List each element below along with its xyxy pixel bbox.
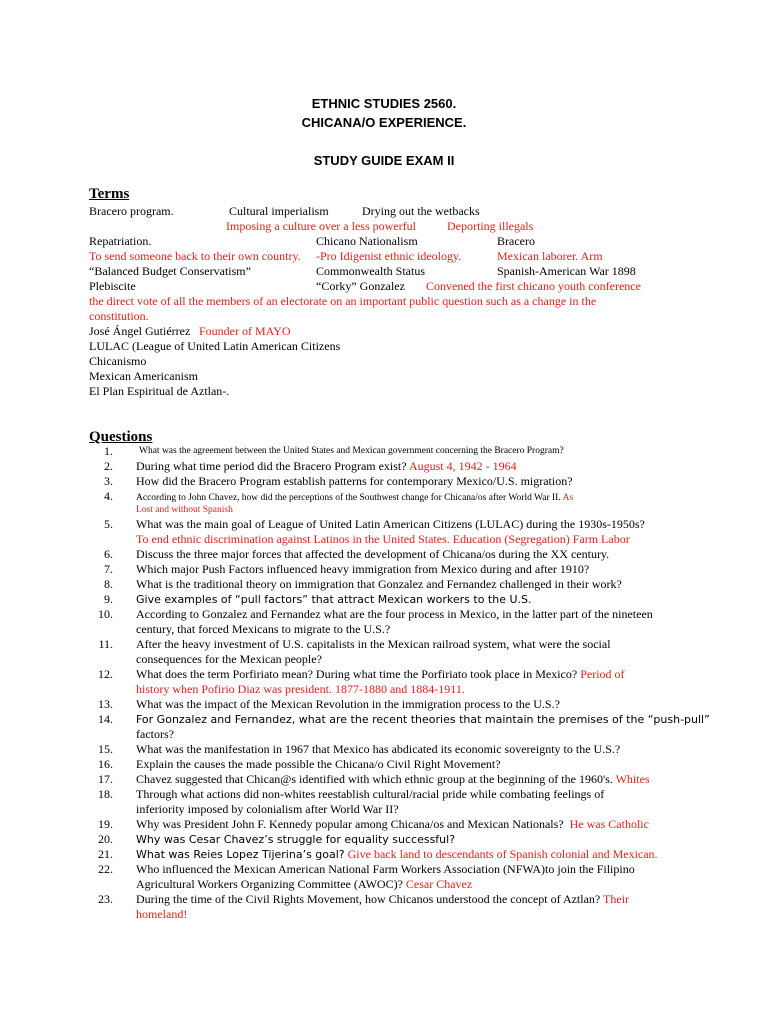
question-number: 21. [98, 847, 113, 861]
term-drying-out-wetbacks: Drying out the wetbacks [362, 204, 480, 218]
question-number: 1. [104, 444, 113, 458]
term-cultural-imperialism: Cultural imperialism [229, 204, 329, 218]
question-number: 15. [98, 742, 113, 756]
term-chicano-nationalism: Chicano Nationalism [316, 234, 418, 248]
question-number: 22. [98, 862, 113, 876]
question-body: Agricultural Workers Organizing Committee (AWOC)? [136, 877, 403, 891]
question-number: 7. [104, 562, 113, 576]
course-title: ETHNIC STUDIES 2560. [311, 96, 457, 111]
question-text: According to Gonzalez and Fernandez what are the four process in Mexico, in the latter part of the nineteen [136, 607, 653, 621]
question-number: 20. [98, 832, 113, 846]
question-body: During the time of the Civil Rights Movement, how Chicanos understood the concept of Aztlan? [136, 892, 601, 906]
question-number: 3. [104, 474, 113, 488]
question-text: Why was Cesar Chavez’s struggle for equality successful? [136, 833, 456, 846]
question-body: According to John Chavez, how did the perceptions of the Southwest change for Chicana/os after World War II. [136, 493, 561, 503]
question-text: What was the manifestation in 1967 that Mexico has abdicated its economic sovereignty to the U.S.? [136, 742, 621, 756]
question-text: After the heavy investment of U.S. capitalists in the Mexican railroad system, what were the social [136, 637, 611, 651]
questions-heading: Questions [89, 429, 153, 445]
answer-cultural-imperialism: Imposing a culture over a less powerful [226, 219, 416, 233]
question-body: During what time period did the Bracero Program exist? [136, 459, 407, 473]
answer-bracero: Mexican laborer. Arm [497, 249, 603, 263]
answer-jose-angel-gutierrez: Founder of MAYO [199, 324, 291, 338]
question-answer: He was Catholic [569, 817, 649, 831]
term-plan-espiritual: El Plan Espiritual de Aztlan-. [89, 384, 230, 398]
term-bracero-program: Bracero program. [89, 204, 174, 218]
answer-plebiscite-cont: constitution. [89, 309, 149, 323]
question-text [136, 459, 517, 474]
question-answer: As [562, 493, 574, 503]
term-chicanismo: Chicanismo [89, 354, 147, 368]
term-lulac: LULAC (League of United Latin American Citizens [89, 339, 341, 353]
question-number: 11. [98, 637, 113, 651]
question-number: 8. [104, 577, 113, 591]
question-answer-cont: Lost and without Spanish [136, 505, 233, 515]
question-text: Who influenced the Mexican American National Farm Workers Association (NFWA)to join the Filipino [136, 862, 635, 876]
question-text: What was the impact of the Mexican Revolution in the immigration process to the U.S.? [136, 697, 560, 711]
answer-corky-gonzalez: Convened the first chicano youth conference [426, 279, 641, 293]
answer-repatriation: To send someone back to their own country. [89, 249, 301, 263]
term-jose-angel-gutierrez: José Ángel Gutiérrez [89, 324, 191, 338]
question-text [136, 847, 658, 862]
question-answer: Cesar Chavez [405, 877, 473, 891]
question-text-cont: factors? [136, 727, 174, 741]
question-text: Discuss the three major forces that affected the development of Chicana/os during the XX century. [136, 547, 610, 561]
question-answer-cont: To end ethnic discrimination against Latinos in the United States. Education (Segregation) Farm Labor [136, 532, 630, 546]
question-number: 9. [104, 592, 113, 606]
question-answer-cont: history when Pofirio Diaz was president. 1877-1880 and 1884-1911. [136, 682, 465, 696]
question-text: Which major Push Factors influenced heavy immigration from Mexico during and after 1910? [136, 562, 590, 576]
term-commonwealth-status: Commonwealth Status [316, 264, 425, 278]
question-number: 5. [104, 517, 113, 531]
question-text [136, 772, 650, 787]
question-text: How did the Bracero Program establish patterns for contemporary Mexico/U.S. migration? [136, 474, 573, 488]
question-text: For Gonzalez and Fernandez, what are the recent theories that maintain the premises of the “push-pull” [136, 713, 710, 726]
course-subtitle: CHICANA/O EXPERIENCE. [301, 115, 467, 130]
question-text-cont [136, 877, 472, 892]
question-number: 17. [98, 772, 113, 786]
question-text-cont: century, that forced Mexicans to migrate to the U.S.? [136, 622, 391, 636]
question-answer: Give back land to descendants of Spanish colonial and Mexican. [347, 847, 658, 861]
question-text-cont: consequences for the Mexican people? [136, 652, 322, 666]
question-text [136, 667, 625, 682]
question-answer: August 4, 1942 - 1964 [408, 459, 517, 473]
term-mexican-americanism: Mexican Americanism [89, 369, 198, 383]
question-number: 19. [98, 817, 113, 831]
terms-heading: Terms [89, 186, 130, 202]
question-body: Chavez suggested that Chican@s identified with which ethnic group at the beginning of the 1960's. [136, 772, 613, 786]
term-spanish-american-war: Spanish-American War 1898 [497, 264, 636, 278]
term-bracero: Bracero [497, 234, 535, 248]
question-answer: Whites [615, 772, 650, 786]
question-text: What is the traditional theory on immigration that Gonzalez and Fernandez challenged in their work? [136, 577, 622, 591]
question-answer: Period of [580, 667, 625, 681]
question-text: Explain the causes the made possible the Chicana/o Civil Right Movement? [136, 757, 501, 771]
question-number: 4. [104, 489, 113, 503]
question-number: 13. [98, 697, 113, 711]
question-answer: Their [603, 892, 630, 906]
question-number: 16. [98, 757, 113, 771]
question-number: 18. [98, 787, 113, 801]
question-text [136, 892, 629, 907]
question-number: 23. [98, 892, 113, 906]
question-number: 12. [98, 667, 113, 681]
answer-drying-out-wetbacks: Deporting illegals [447, 219, 534, 233]
question-body: What was Reies Lopez Tijerina’s goal? [136, 848, 345, 861]
answer-plebiscite: the direct vote of all the members of an electorate on an important public question such as a change in the [89, 294, 597, 308]
question-number: 14. [98, 712, 113, 726]
question-text [136, 817, 649, 832]
question-body: Why was President John F. Kennedy popular among Chicana/os and Mexican Nationals? [136, 817, 564, 831]
answer-chicano-nationalism: -Pro Idigenist ethnic ideology. [316, 249, 462, 263]
question-text: Through what actions did non-whites reestablish cultural/racial pride while combating feelings of [136, 787, 605, 801]
question-body: What does the term Porfiriato mean? During what time the Porfiriato took place in Mexico? [136, 667, 578, 681]
question-text: What was the agreement between the United States and Mexican government concerning the Bracero Program? [139, 446, 564, 456]
term-repatriation: Repatriation. [89, 234, 152, 248]
question-answer-cont: homeland! [136, 907, 188, 921]
term-corky-gonzalez: “Corky” Gonzalez [316, 279, 405, 293]
exam-title: STUDY GUIDE EXAM II [313, 153, 455, 168]
term-plebiscite: Plebiscite [89, 279, 136, 293]
question-text: Give examples of “pull factors” that attract Mexican workers to the U.S. [136, 593, 532, 606]
term-balanced-budget: “Balanced Budget Conservatism” [89, 264, 251, 278]
question-text-cont: inferiority imposed by colonialism after World War II? [136, 802, 399, 816]
question-number: 6. [104, 547, 113, 561]
question-number: 10. [98, 607, 113, 621]
question-text: What was the main goal of League of United Latin American Citizens (LULAC) during the 1930s-1950s? [136, 517, 645, 531]
question-number: 2. [104, 459, 113, 473]
